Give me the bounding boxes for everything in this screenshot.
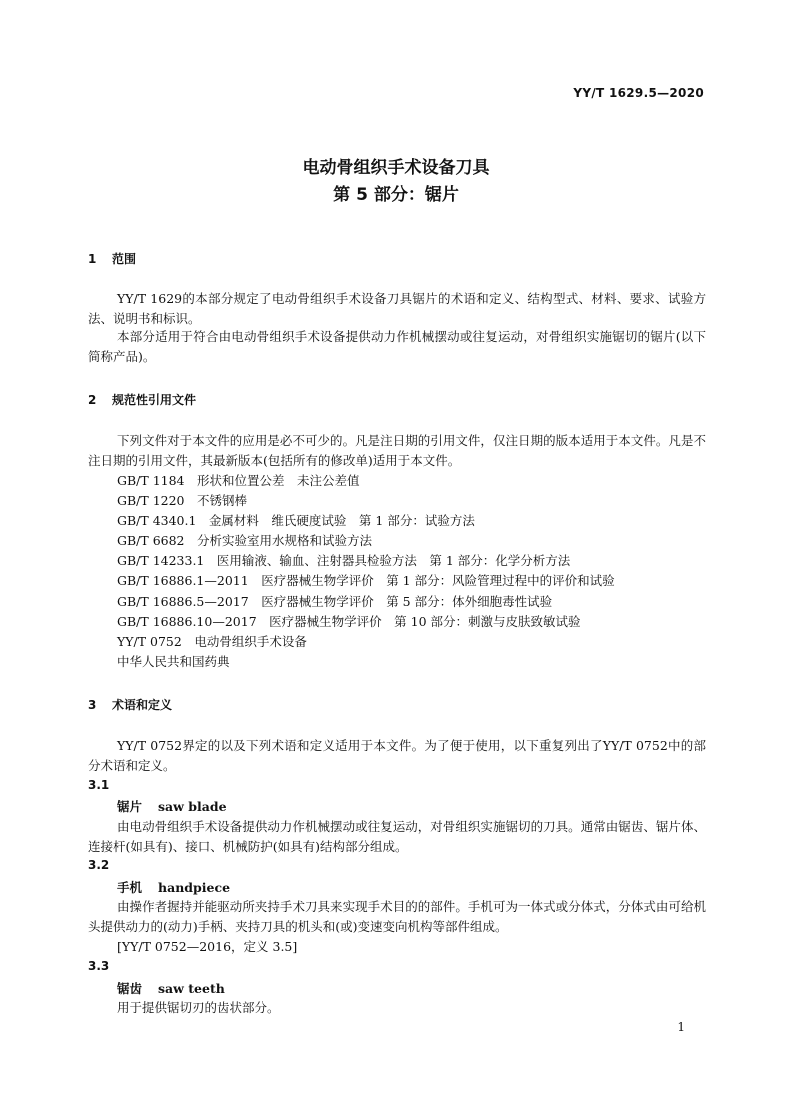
reference-item: GB/T 1220 不锈钢棒 <box>117 493 248 508</box>
section-3-heading <box>88 696 172 713</box>
section-1-heading <box>88 250 136 267</box>
terms-intro: YY/T 0752界定的以及下列术语和定义适用于本文件。为了便于使用，以下重复列出了YY/T 0752中的部分术语和定义。 <box>88 738 706 773</box>
section-title: 范围 <box>112 252 137 266</box>
reference-item: GB/T 1184 形状和位置公差 未注公差值 <box>117 473 360 488</box>
clause-number: 3.3 <box>88 959 110 973</box>
reference-item: GB/T 16886.1—2011 医疗器械生物学评价 第 1 部分：风险管理过程中的评价和试验 <box>117 573 615 588</box>
page-number: 1 <box>677 1020 685 1034</box>
reference-item: 中华人民共和国药典 <box>117 654 230 669</box>
scope-paragraph-1: YY/T 1629的本部分规定了电动骨组织手术设备刀具锯片的术语和定义、结构型式、材料、要求、试验方法、说明书和标识。 <box>88 291 706 326</box>
scope-paragraph-2: 本部分适用于符合由电动骨组织手术设备提供动力作机械摆动或往复运动，对骨组织实施锯切的锯片(以下简称产品)。 <box>88 329 706 364</box>
reference-item: GB/T 4340.1 金属材料 维氏硬度试验 第 1 部分：试验方法 <box>117 513 475 528</box>
section-2-heading <box>88 391 196 408</box>
term-english: saw teeth <box>158 981 225 996</box>
clause-number: 3.1 <box>88 778 110 792</box>
term-chinese: 锯片 <box>117 799 143 814</box>
reference-item: GB/T 16886.10—2017 医疗器械生物学评价 第 10 部分：刺激与皮肤致敏试验 <box>117 614 581 629</box>
term-entry <box>117 797 227 815</box>
term-entry <box>117 979 225 997</box>
reference-item: GB/T 14233.1 医用输液、输血、注射器具检验方法 第 1 部分：化学分析方法 <box>117 553 571 568</box>
term-definition: 由电动骨组织手术设备提供动力作机械摆动或往复运动，对骨组织实施锯切的刀具。通常由锯齿、锯片体、连接杆(如具有)、接口、机械防护(如具有)结构部分组成。 <box>88 819 706 854</box>
reference-item: YY/T 0752 电动骨组织手术设备 <box>117 634 307 649</box>
document-title: 电动骨组织手术设备刀具 <box>302 158 490 178</box>
reference-item: GB/T 16886.5—2017 医疗器械生物学评价 第 5 部分：体外细胞毒性试验 <box>117 594 553 609</box>
term-definition: 用于提供锯切刃的齿状部分。 <box>117 1000 280 1015</box>
clause-number: 3.2 <box>88 858 110 872</box>
term-definition: 由操作者握持并能驱动所夹持手术刀具来实现手术目的的部件。手机可为一体式或分体式，分体式由可给机头提供动力的(动力)手柄、夹持刀具的机头和(或)变速变向机构等部件组成。 <box>88 899 706 934</box>
standard-number: YY/T 1629.5—2020 <box>573 86 704 100</box>
document-subtitle: 第 5 部分：锯片 <box>333 185 459 205</box>
references-intro: 下列文件对于本文件的应用是必不可少的。凡是注日期的引用文件，仅注日期的版本适用于本文件。凡是不注日期的引用文件，其最新版本(包括所有的修改单)适用于本文件。 <box>88 433 706 468</box>
section-title: 术语和定义 <box>112 698 173 712</box>
section-title: 规范性引用文件 <box>112 393 197 407</box>
section-number: 2 <box>88 393 97 407</box>
section-number: 1 <box>88 252 97 266</box>
term-chinese: 手机 <box>117 880 143 895</box>
reference-item: GB/T 6682 分析实验室用水规格和试验方法 <box>117 533 373 548</box>
term-english: saw blade <box>158 799 227 814</box>
term-english: handpiece <box>158 880 231 895</box>
term-source: [YY/T 0752—2016，定义 3.5] <box>117 939 298 954</box>
term-entry <box>117 878 230 896</box>
term-chinese: 锯齿 <box>117 981 143 996</box>
section-number: 3 <box>88 698 97 712</box>
